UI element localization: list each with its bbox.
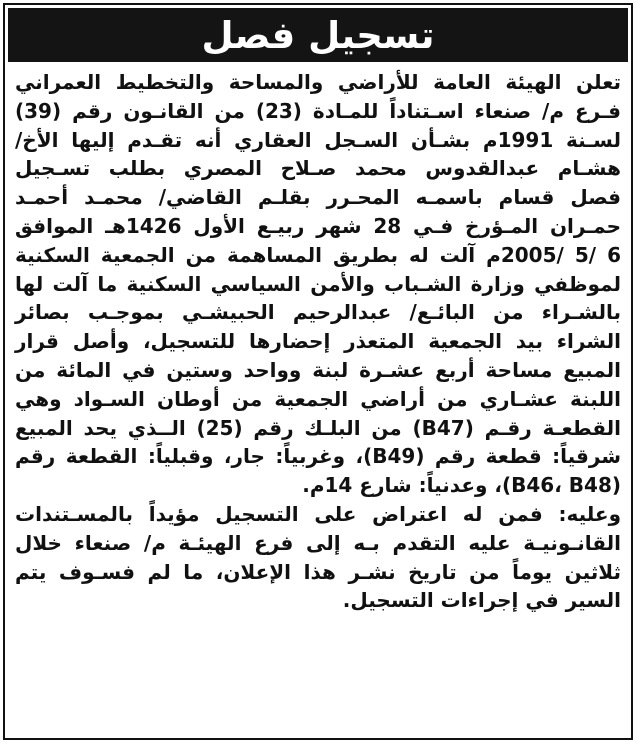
notice-title: تسجيل فصل — [201, 13, 435, 57]
body-line: ثلاثين يوماً من تاريخ نشـر هذا الإعلان، ما لم فسـوف يتم — [15, 559, 621, 584]
body-line: (B46، B48)، وعدنياً: شارع 14م. — [302, 473, 621, 498]
body-line: فـرع م/ صنعاء اسـتناداً للمـادة (23) من القانـون رقم (39) — [15, 98, 621, 123]
body-line: بالشـراء من البائـع/ عبدالرحيم الحبيشـي بموجـب بصائر — [15, 300, 621, 325]
title-bar — [8, 8, 628, 62]
body-line: وعليه: فمن له اعتراض على التسجيل مؤيداً بالمسـتندات — [15, 501, 621, 526]
body-line: اللبنة عشـاري من أراضي الجمعية من أوطان السـواد وهي — [15, 386, 621, 411]
body-line: لموظفي وزارة الشـباب والأمن السياسي السكنية ما آلت لها — [15, 271, 621, 296]
body-line: القطعـة رقـم (B47) من البلـك رقم (25) الــذي يحد المبيع — [15, 415, 621, 440]
body-line: الشراء بيد الجمعية المتعذر إحضارها للتسجيل، وأصل قرار — [15, 329, 621, 354]
body-line: السير في إجراءات التسجيل. — [342, 588, 621, 613]
body-line: لسـنة 1991م بشـأن السـجل العقاري أنه تقـدم إليها الأخ/ — [15, 127, 621, 152]
body-line: 6 /5 /2005م آلت له بطريق المساهمة من الجمعية السكنية — [15, 242, 621, 267]
body-line: فصل قسام باسمـه المحـرر بقلـم القاضي/ محمـد أحمـد — [15, 185, 621, 210]
notice-body — [5, 62, 631, 615]
body-line: حمـران المـؤرخ فـي 28 شهر ربيـع الأول 1426هـ الموافق — [15, 213, 621, 238]
body-line: تعلن الهيئة العامة للأراضي والمساحة والتخطيط العمراني — [15, 70, 621, 94]
body-line: شرقياً: قطعة رقم (B49)، وغربياً: جار، وقبلياً: القطعة رقم — [15, 444, 621, 469]
body-line: القانـونيـة عليه التقدم بـه إلى فرع الهيئـة م/ صنعاء خلال — [15, 530, 621, 555]
notice-box — [3, 3, 633, 740]
body-line: المبيع مساحة أربع عشـرة لبنة وواحد وستين في المائة من — [15, 357, 621, 382]
body-line: هشـام عبدالقدوس محمد صـلاح المصري بطلب تسـجيل — [15, 156, 621, 181]
